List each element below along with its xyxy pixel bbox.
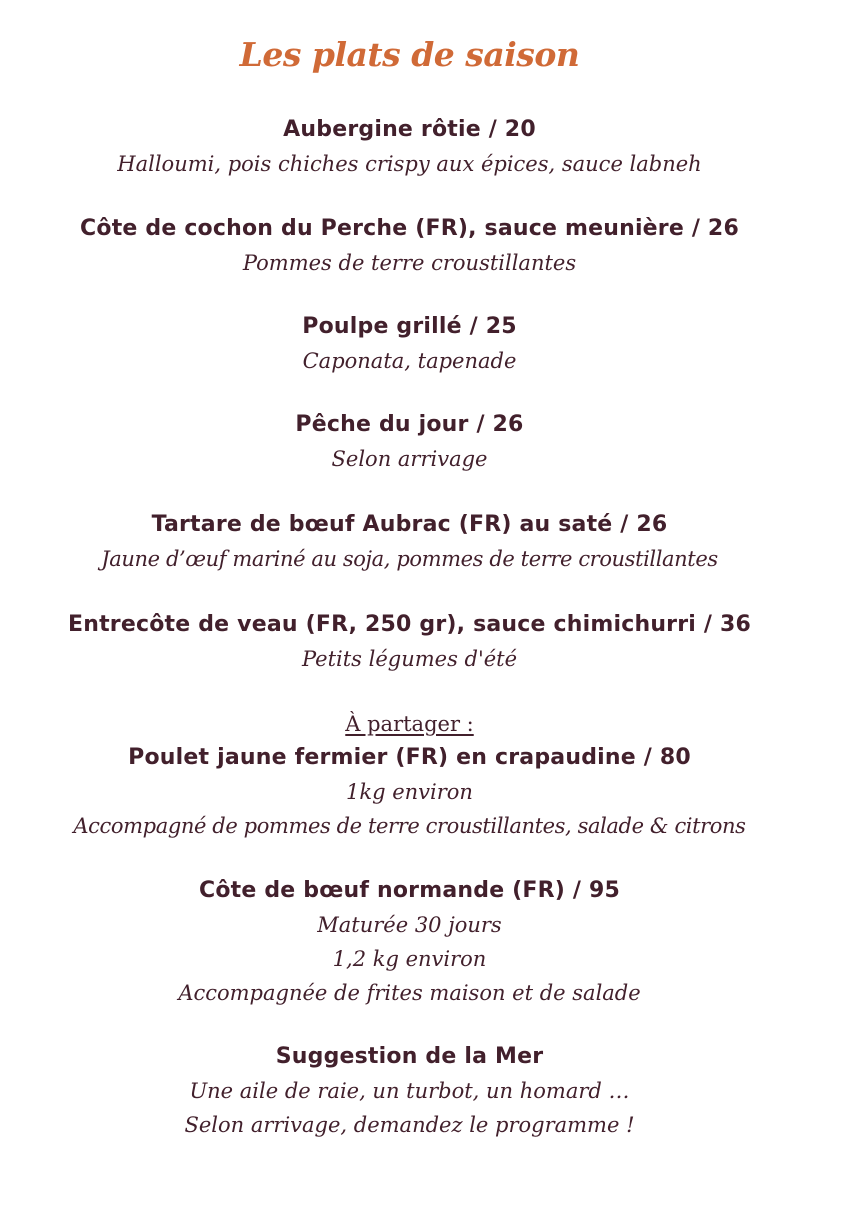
- dish-description: Accompagné de pommes de terre croustillantes, salade & citrons: [73, 814, 746, 838]
- dish-description: Jaune d’œuf mariné au soja, pommes de terre croustillantes: [101, 547, 718, 571]
- dish-description: Accompagnée de frites maison et de salade: [178, 981, 641, 1005]
- dish-description: 1kg environ: [346, 780, 473, 804]
- suggestion-description: Selon arrivage, demandez le programme !: [184, 1113, 635, 1137]
- dish-name: Côte de bœuf normande (FR) / 95: [198, 878, 621, 903]
- dish-name: Pêche du jour / 26: [295, 412, 524, 437]
- dish-description: Selon arrivage: [331, 447, 488, 471]
- dish-name: Poulpe grillé / 25: [302, 314, 517, 339]
- dish-name: Entrecôte de veau (FR, 250 gr), sauce chimichurri / 36: [68, 612, 751, 637]
- dish-name: Côte de cochon du Perche (FR), sauce meunière / 26: [80, 216, 739, 241]
- dish-name: Tartare de bœuf Aubrac (FR) au saté / 26: [151, 512, 668, 537]
- dish-name: Aubergine rôtie / 20: [283, 117, 536, 142]
- suggestion-description: Une aile de raie, un turbot, un homard …: [189, 1079, 630, 1103]
- suggestion-title: Suggestion de la Mer: [275, 1044, 544, 1069]
- share-section-label: À partager :: [345, 712, 474, 736]
- dish-description: 1,2 kg environ: [332, 947, 487, 971]
- menu-title: Les plats de saison: [239, 35, 580, 74]
- dish-description: Halloumi, pois chiches crispy aux épices, sauce labneh: [117, 152, 702, 176]
- dish-name: Poulet jaune fermier (FR) en crapaudine / 80: [128, 745, 691, 770]
- dish-description: Pommes de terre croustillantes: [242, 251, 577, 275]
- dish-description: Maturée 30 jours: [317, 913, 502, 937]
- dish-description: Caponata, tapenade: [302, 349, 517, 373]
- dish-description: Petits légumes d'été: [301, 647, 518, 671]
